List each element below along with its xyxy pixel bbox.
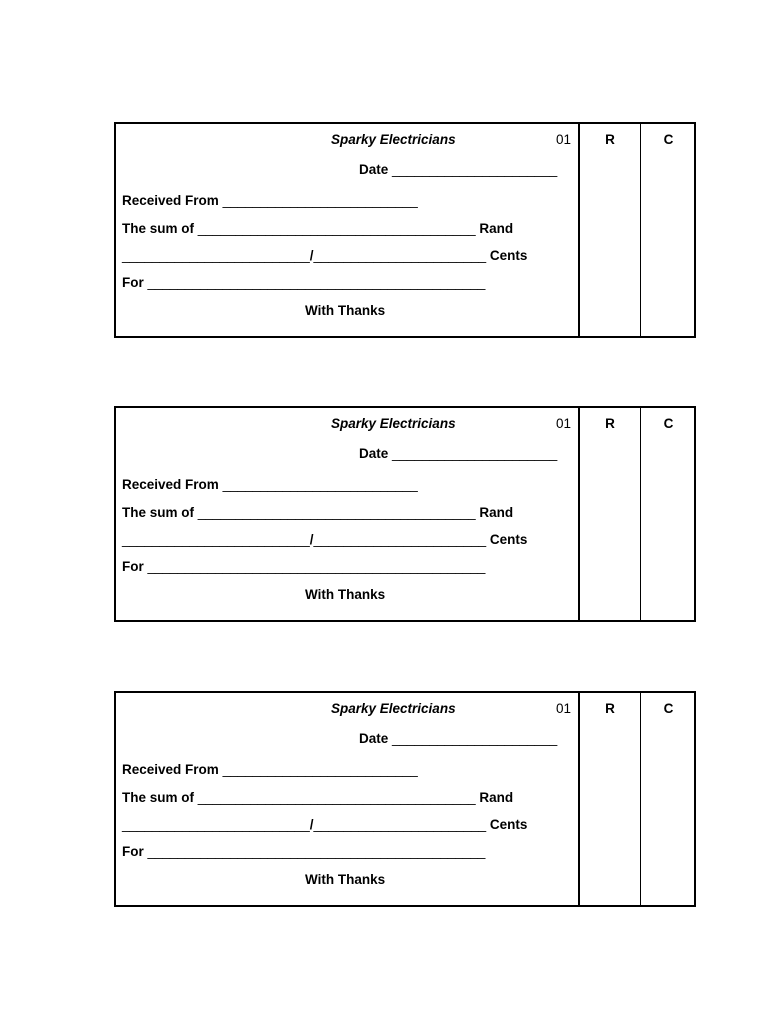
rand-column[interactable] — [580, 693, 641, 905]
sum-label: The sum of — [122, 790, 195, 805]
date-field[interactable]: ______________________ — [392, 162, 558, 177]
receipt-3 — [114, 691, 696, 907]
cents-line — [122, 817, 527, 832]
cents-column[interactable] — [641, 408, 696, 620]
with-thanks: With Thanks — [305, 587, 386, 602]
rand-label: Rand — [479, 790, 514, 805]
received-from-field[interactable]: __________________________ — [222, 477, 418, 492]
receipt-1 — [114, 122, 696, 338]
rand-column-header: R — [605, 701, 615, 716]
for-label: For — [122, 275, 144, 290]
for-label: For — [122, 559, 144, 574]
for-line — [122, 275, 485, 290]
rand-column[interactable] — [580, 408, 641, 620]
received-from-field[interactable]: __________________________ — [222, 193, 418, 208]
date-field[interactable]: ______________________ — [392, 446, 558, 461]
received-from-label: Received From — [122, 762, 219, 777]
slash: / — [309, 532, 314, 547]
date-line — [359, 162, 557, 177]
sum-line — [122, 505, 513, 520]
sum-line — [122, 221, 513, 236]
sum-label: The sum of — [122, 221, 195, 236]
receipt-2 — [114, 406, 696, 622]
sum-field[interactable]: _____________________________________ — [197, 221, 476, 236]
sum-line — [122, 790, 513, 805]
for-line — [122, 844, 485, 859]
cents-field-right[interactable]: _______________________ — [313, 817, 487, 832]
date-label: Date — [359, 731, 389, 746]
cents-field-left[interactable]: _________________________ — [122, 248, 310, 263]
receipt-number: 01 — [556, 416, 572, 431]
receipt-body — [116, 408, 580, 620]
rand-label: Rand — [479, 221, 514, 236]
cents-line — [122, 532, 527, 547]
rand-column[interactable] — [580, 124, 641, 336]
cents-label: Cents — [489, 817, 528, 832]
sum-label: The sum of — [122, 505, 195, 520]
date-label: Date — [359, 446, 389, 461]
cents-column[interactable] — [641, 124, 696, 336]
receipt-number: 01 — [556, 701, 572, 716]
sum-field[interactable]: _____________________________________ — [197, 790, 476, 805]
slash: / — [309, 248, 314, 263]
cents-column[interactable] — [641, 693, 696, 905]
cents-column-header: C — [663, 416, 674, 431]
date-line — [359, 731, 557, 746]
with-thanks: With Thanks — [305, 303, 386, 318]
company-name: Sparky Electricians — [331, 132, 456, 147]
date-label: Date — [359, 162, 389, 177]
date-line — [359, 446, 557, 461]
receipt-body — [116, 693, 580, 905]
received-from-line — [122, 193, 418, 208]
cents-line — [122, 248, 527, 263]
rand-column-header: R — [605, 416, 615, 431]
for-field[interactable]: _____________________________________________ — [147, 559, 486, 574]
cents-field-left[interactable]: _________________________ — [122, 817, 310, 832]
for-line — [122, 559, 485, 574]
received-from-line — [122, 762, 418, 777]
for-field[interactable]: _____________________________________________ — [147, 275, 486, 290]
receipt-body — [116, 124, 580, 336]
cents-column-header: C — [663, 701, 674, 716]
cents-field-right[interactable]: _______________________ — [313, 248, 487, 263]
received-from-label: Received From — [122, 193, 219, 208]
rand-label: Rand — [479, 505, 514, 520]
sum-field[interactable]: _____________________________________ — [197, 505, 476, 520]
cents-label: Cents — [489, 248, 528, 263]
received-from-field[interactable]: __________________________ — [222, 762, 418, 777]
for-field[interactable]: _____________________________________________ — [147, 844, 486, 859]
for-label: For — [122, 844, 144, 859]
receipt-number: 01 — [556, 132, 572, 147]
received-from-line — [122, 477, 418, 492]
received-from-label: Received From — [122, 477, 219, 492]
company-name: Sparky Electricians — [331, 701, 456, 716]
cents-field-right[interactable]: _______________________ — [313, 532, 487, 547]
slash: / — [309, 817, 314, 832]
cents-column-header: C — [663, 132, 674, 147]
rand-column-header: R — [605, 132, 615, 147]
cents-field-left[interactable]: _________________________ — [122, 532, 310, 547]
cents-label: Cents — [489, 532, 528, 547]
with-thanks: With Thanks — [305, 872, 386, 887]
date-field[interactable]: ______________________ — [392, 731, 558, 746]
company-name: Sparky Electricians — [331, 416, 456, 431]
